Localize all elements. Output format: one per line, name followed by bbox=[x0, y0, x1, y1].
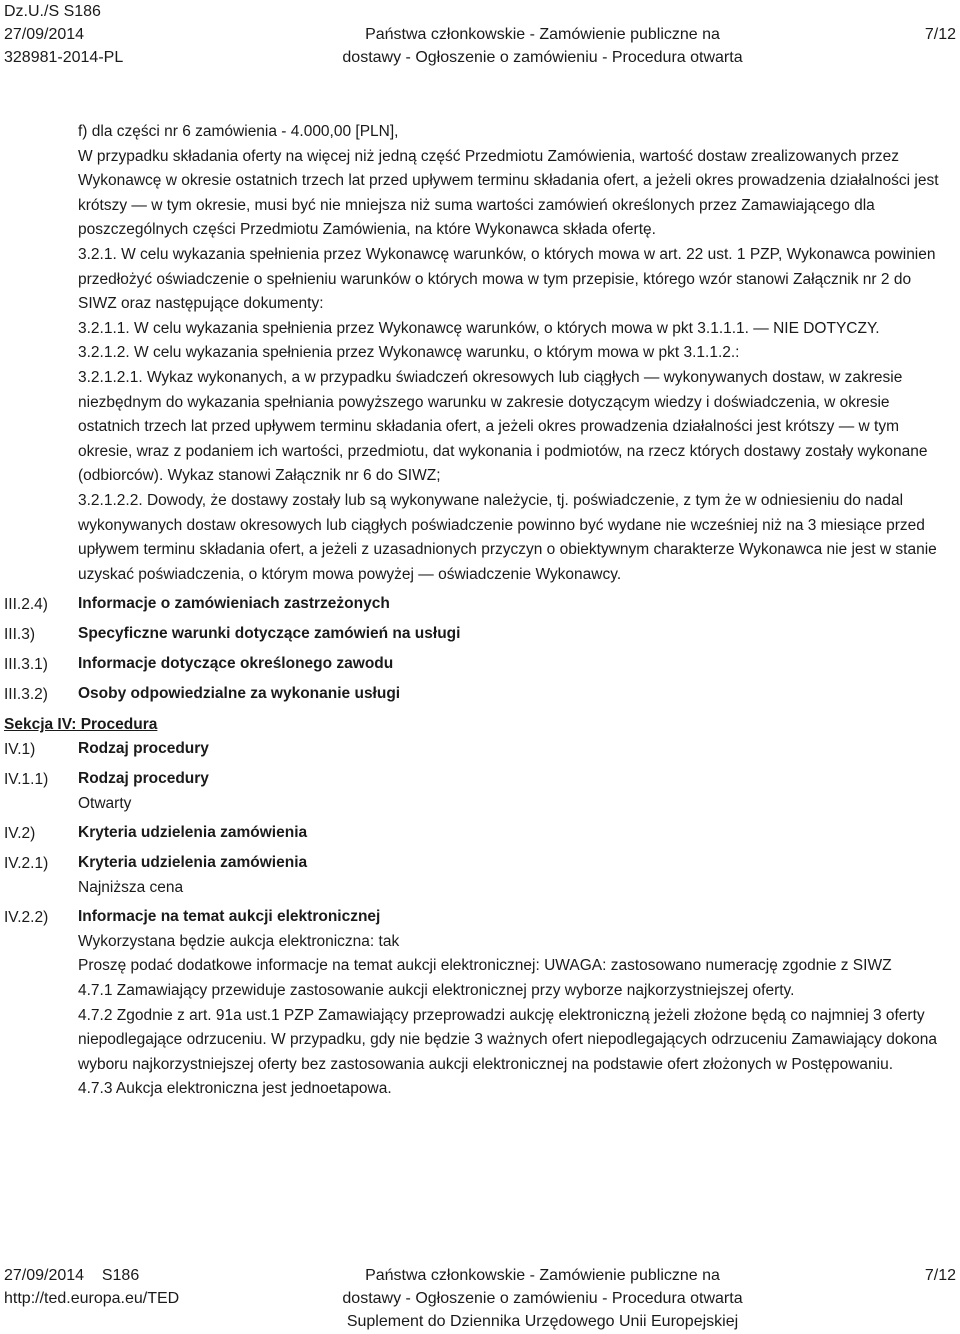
item-label: Kryteria udzielenia zamówienia bbox=[78, 854, 308, 872]
paragraph: W przypadku składania oferty na więcej niż jedną część Przedmiotu Zamówienia, wartość dostaw zrealizowanych przez Wykonawcę w okresie ostatnich trzech lat przed upływem terminu składania ofert, a jeżeli okres prowadzenia działalności jest krótszy — w tym okresie, musi być nie mniejsza niż suma wartości zamówień określonych przez Zamawiającego dla poszczególnych części Przedmiotu Zamówienia, na które Wykonawca składa ofertę. bbox=[78, 147, 939, 239]
paragraph: f) dla części nr 6 zamówienia - 4.000,00 [PLN], bbox=[78, 123, 399, 140]
footer-url-link[interactable]: http://ted.europa.eu/TED bbox=[4, 1290, 180, 1307]
item-label: Rodzaj procedury bbox=[78, 740, 209, 758]
footer-series: S186 bbox=[101, 1267, 140, 1284]
item-number: IV.2.1) bbox=[4, 855, 49, 873]
item-label: Rodzaj procedury bbox=[78, 770, 209, 788]
item-number: IV.2) bbox=[4, 825, 36, 843]
document-body bbox=[0, 120, 960, 1102]
footer-date: 27/09/2014 bbox=[4, 1267, 85, 1284]
item-iv-1 bbox=[0, 737, 960, 767]
paragraph: 4.7.3 Aukcja elektroniczna jest jednoetapowa. bbox=[78, 1080, 392, 1098]
header-title-line1: Państwa członkowskie - Zamówienie publiczne na bbox=[365, 26, 720, 43]
section-title: Sekcja IV: Procedura bbox=[4, 716, 158, 734]
header-title bbox=[0, 23, 960, 69]
footer-title bbox=[0, 1264, 960, 1333]
footer-title-line1: Państwa członkowskie - Zamówienie publiczne na bbox=[365, 1267, 720, 1284]
item-label: Kryteria udzielenia zamówienia bbox=[78, 824, 308, 842]
item-label: Informacje dotyczące określonego zawodu bbox=[78, 655, 394, 673]
item-number: III.3.1) bbox=[4, 656, 48, 674]
item-iv-2-1 bbox=[0, 851, 960, 905]
paragraph: 3.2.1.1. W celu wykazania spełnienia przez Wykonawcę warunków, o których mowa w pkt 3.1.1.1. — NIE DOTYCZY. bbox=[78, 319, 880, 337]
header-page-number: 7/12 bbox=[924, 26, 956, 43]
footer-title-line3: Suplement do Dziennika Urzędowego Unii Europejskiej bbox=[346, 1313, 739, 1330]
item-iv-1-1 bbox=[0, 767, 960, 821]
item-iii-3-1 bbox=[0, 652, 960, 682]
intro-text bbox=[78, 120, 948, 587]
paragraph: 3.2.1.2.2. Dowody, że dostawy zostały lub są wykonywane należycie, tj. poświadczenie, z tym że w odniesieniu do nadal wykonywanych dostaw okresowych lub ciągłych poświadczenie powinno być wydane nie wcześniej niż na 3 miesiące przed upływem terminu składania ofert, a jeżeli z uzasadnionych przyczyn o obiektywnym charakterze Wykonawca nie jest w stanie uzyskać poświadczenia, o którym mowa powyżej — oświadczenie Wykonawcy. bbox=[78, 491, 937, 583]
item-value: Otwarty bbox=[78, 794, 132, 812]
footer-title-line2: dostawy - Ogłoszenie o zamówieniu - Procedura otwarta bbox=[342, 1290, 743, 1307]
item-number: III.3.2) bbox=[4, 686, 48, 704]
paragraph: Wykorzystana będzie aukcja elektroniczna: tak bbox=[78, 932, 400, 950]
header-ref: 328981-2014-PL bbox=[4, 49, 124, 66]
footer-page-number: 7/12 bbox=[924, 1267, 956, 1284]
item-number: III.3) bbox=[4, 626, 36, 644]
header-title-line2: dostawy - Ogłoszenie o zamówieniu - Procedura otwarta bbox=[342, 49, 743, 66]
paragraph: 3.2.1.2. W celu wykazania spełnienia przez Wykonawcę warunku, o którym mowa w pkt 3.1.1.2.: bbox=[78, 344, 740, 362]
paragraph: 3.2.1.2.1. Wykaz wykonanych, a w przypadku świadczeń okresowych lub ciągłych — wykonywanych dostaw, w zakresie niezbędnym do wykazania spełniania powyższego warunku w zakresie dotyczącym wiedzy i doświadczenia, w okresie ostatnich trzech lat przed upływem terminu składania ofert, a jeżeli okres prowadzenia działalności jest krótszy — w tym okresie, wraz z podaniem ich wartości, przedmiotu, dat wykonania i podmiotów, na rzecz których dostawy zostały wykonane (odbiorców). Wykaz stanowi Załącznik nr 6 do SIWZ; bbox=[78, 368, 928, 485]
paragraph: 4.7.1 Zamawiający przewiduje zastosowanie aukcji elektronicznej przy wyborze najkorzystniejszej oferty. bbox=[78, 982, 795, 1000]
item-iii-3-2 bbox=[0, 682, 960, 712]
paragraph: Proszę podać dodatkowe informacje na temat aukcji elektronicznej: UWAGA: zastosowano numerację zgodnie z SIWZ bbox=[78, 957, 892, 975]
item-number: III.2.4) bbox=[4, 596, 48, 614]
item-iii-2-4 bbox=[0, 592, 960, 622]
header-date: 27/09/2014 bbox=[4, 26, 85, 43]
item-number: IV.1) bbox=[4, 741, 36, 759]
paragraph: 3.2.1. W celu wykazania spełnienia przez Wykonawcę warunków, o których mowa w art. 22 ust. 1 PZP, Wykonawca powinien przedłożyć oświadczenie o spełnieniu warunków o których mowa w tym przepisie, którego wzór stanowi Załącznik nr 2 do SIWZ oraz następujące dokumenty: bbox=[78, 245, 936, 313]
page-header bbox=[0, 0, 960, 70]
item-iii-3 bbox=[0, 622, 960, 652]
item-label: Informacje na temat aukcji elektronicznej bbox=[78, 908, 381, 926]
item-value: Najniższa cena bbox=[78, 878, 184, 896]
paragraph: 4.7.2 Zgodnie z art. 91a ust.1 PZP Zamawiający przeprowadzi aukcję elektroniczną jeżeli złożone będą co najmniej 3 oferty niepodlegające odrzuceniu. W przypadku, gdy nie będzie 3 ważnych ofert niepodlegających odrzuceniu Zamawiający dokona wyboru najkorzystniejszej oferty bez zastosowania aukcji elektronicznej na podstawie ofert złożonych w Postępowaniu. bbox=[78, 1006, 938, 1073]
item-number: IV.2.2) bbox=[4, 909, 49, 927]
page-footer bbox=[0, 1264, 960, 1334]
item-label: Osoby odpowiedzialne za wykonanie usługi bbox=[78, 685, 401, 703]
doc-id: Dz.U./S S186 bbox=[4, 3, 101, 20]
item-iv-2 bbox=[0, 821, 960, 851]
item-number: IV.1.1) bbox=[4, 771, 49, 789]
item-label: Specyficzne warunki dotyczące zamówień na usługi bbox=[78, 625, 461, 643]
item-label: Informacje o zamówieniach zastrzeżonych bbox=[78, 595, 390, 613]
item-iv-2-2 bbox=[0, 905, 960, 1102]
